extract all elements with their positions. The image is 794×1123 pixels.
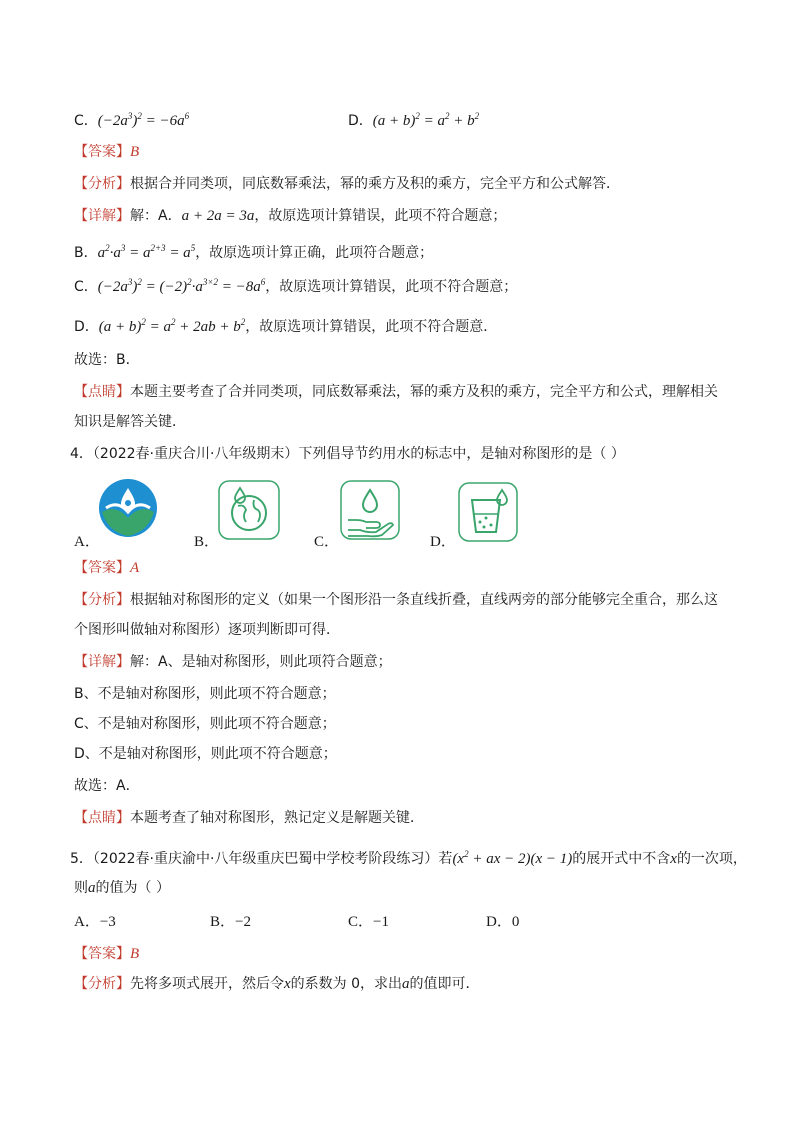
q3-option-c: C．$(-2a^3)^2 = -6a^6$ xyxy=(74,111,190,129)
q5-analysis: 【分析】先将多项式展开，然后令x的系数为 0，求出a的值即可． xyxy=(74,976,480,992)
q4-option-c-label: C． xyxy=(314,534,340,550)
q3-comment-line1: 【点睛】本题主要考查了合并同类项，同底数幂乘法，幂的乘方及积的乘方，完全平方和公式，理解相关 xyxy=(74,384,718,400)
q3-option-d: D．$(a + b)^2 = a^2 + b^2$ xyxy=(348,111,480,129)
q5-stem-line1: 5．（2022春·重庆渝中·八年级重庆巴蜀中学校考阶段练习）若($x^2$ + ax − 2)(x − 1)的展开式中不含x的一次项， xyxy=(70,849,747,867)
q4-detail-a: 【详解】解：A、是轴对称图形，则此项符合题意； xyxy=(74,654,392,670)
q3-detail-a: 【详解】解：A．a + 2a = 3a，故原选项计算错误，此项不符合题意； xyxy=(74,208,507,224)
q4-stem: 4．（2022春·重庆合川·八年级期末）下列倡导节约用水的标志中，是轴对称图形的是（ ） xyxy=(70,446,625,462)
q3-detail-c: C．$(-2a^3)^2 = (-2)^2\cdot a^{3\times 2} = -8a^6$，故原选项计算错误，此项不符合题意； xyxy=(74,277,518,295)
q4-comment: 【点睛】本题考查了轴对称图形，熟记定义是解题关键． xyxy=(74,810,424,826)
water-drop-globe-icon xyxy=(218,480,280,540)
q3-analysis: 【分析】根据合并同类项，同底数幂乘法，幂的乘方及积的乘方，完全平方和公式解答． xyxy=(74,176,620,192)
q5-stem-line2: 则a的值为（ ） xyxy=(74,880,170,896)
water-drop-hand-icon xyxy=(340,480,400,540)
q5-option-c: C．−1 xyxy=(348,914,389,930)
q3-detail-b: B．$a^2\cdot a^3 = a^{2+3} = a^5$，故原选项计算正确，此项符合题意； xyxy=(74,243,434,261)
q5-answer: 【答案】B xyxy=(74,946,140,962)
water-drop-glass-icon xyxy=(458,482,518,542)
q4-answer: 【答案】A xyxy=(74,560,140,576)
water-drop-leaves-icon xyxy=(98,478,158,538)
q4-detail-c: C、不是轴对称图形，则此项不符合题意； xyxy=(74,716,336,732)
q4-detail-d: D、不是轴对称图形，则此项不符合题意； xyxy=(74,746,337,762)
q3-comment-line2: 知识是解答关键． xyxy=(74,414,186,430)
q4-option-a-label: A． xyxy=(74,534,100,550)
q5-option-d: D．0 xyxy=(486,914,520,930)
q4-detail-b: B、不是轴对称图形，则此项不符合题意； xyxy=(74,686,336,702)
q4-option-b-label: B． xyxy=(194,534,220,550)
q5-option-a: A．−3 xyxy=(74,914,116,930)
q4-analysis-line1: 【分析】根据轴对称图形的定义（如果一个图形沿一条直线折叠，直线两旁的部分能够完全重合，那么这 xyxy=(74,592,718,608)
q3-detail-d: D．$(a + b)^2 = a^2 + 2ab + b^2$，故原选项计算错误，此项不符合题意． xyxy=(74,317,498,335)
q4-choose: 故选：A． xyxy=(74,778,140,794)
q4-option-d-label: D． xyxy=(430,534,456,550)
q3-choose: 故选：B． xyxy=(74,352,140,368)
q3-answer: 【答案】B xyxy=(74,144,140,160)
q4-analysis-line2: 个图形叫做轴对称图形）逐项判断即可得． xyxy=(74,622,340,638)
q5-option-b: B．−2 xyxy=(210,914,251,930)
